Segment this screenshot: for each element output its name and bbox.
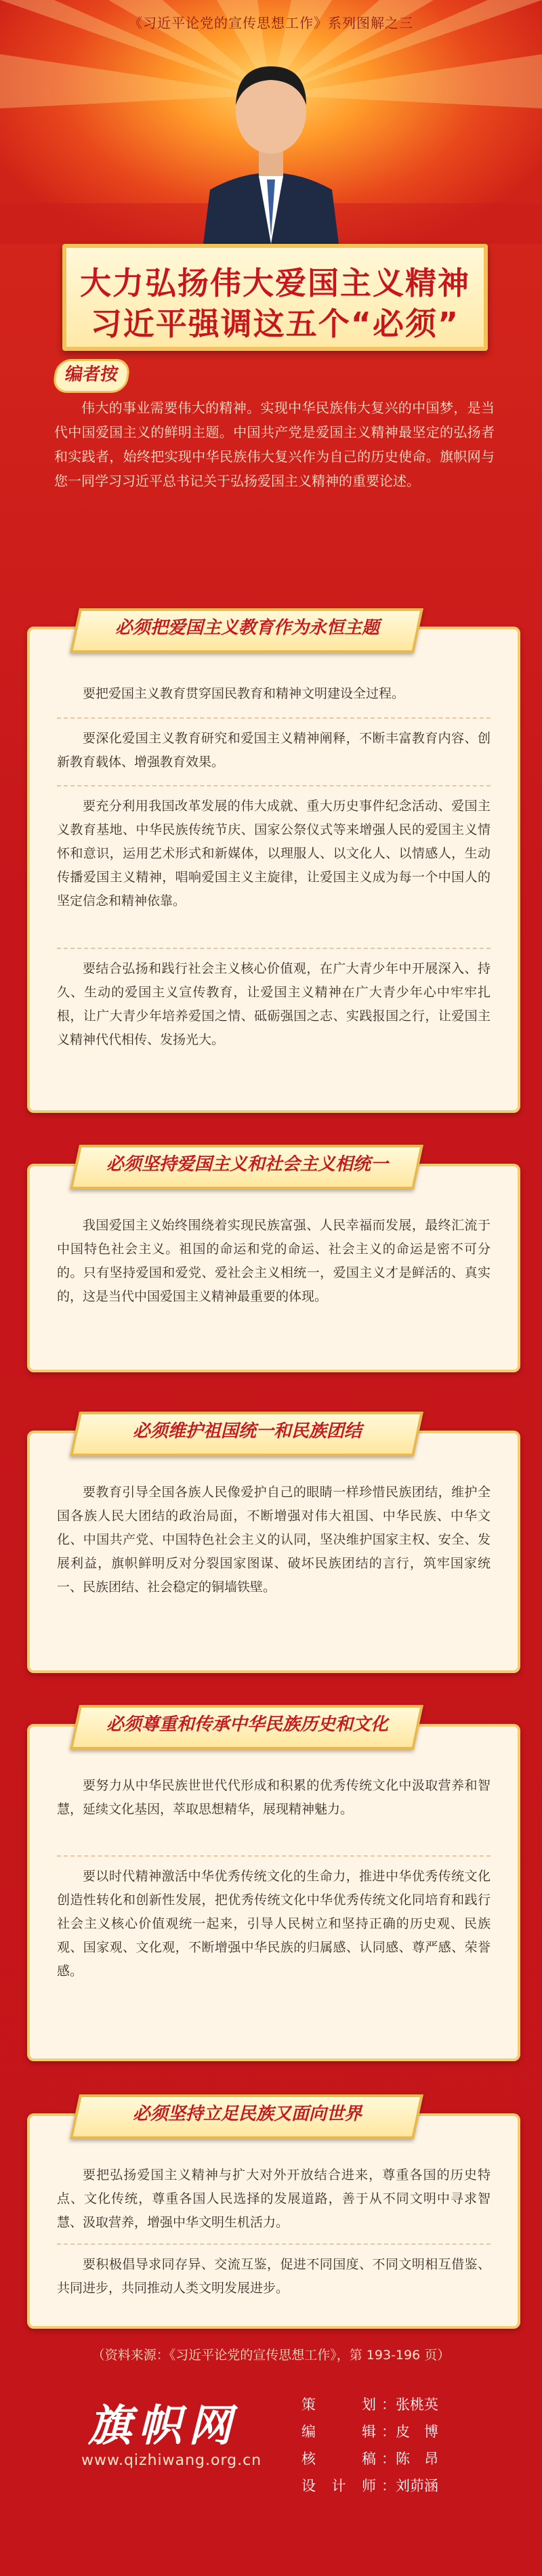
section-history-culture <box>27 1724 520 2061</box>
credit-row: 核 稿 ： 陈 昂 <box>301 2451 438 2467</box>
section-paragraph: 我国爱国主义始终围绕着实现民族富强、人民幸福而发展，最终汇流于中国特色社会主义。祖国的命运和党的命运、社会主义的命运是密不可分的。只有坚持爱国和爱党、爱社会主义相统一，爱国主义才是鲜活的、真实的，这是当代中国爱国主义精神最重要的体现。 <box>57 1218 491 1304</box>
paragraph-divider <box>57 1855 491 1857</box>
credit-row: 设计师 ： 刘茆涵 <box>301 2478 438 2494</box>
section-paragraph: 要把爱国主义教育贯穿国民教育和精神文明建设全过程。 <box>83 686 405 701</box>
section-nation-and-world <box>27 2113 520 2329</box>
credits-list <box>301 2391 438 2499</box>
section-heading-2: 必须坚持爱国主义和社会主义相统一 <box>70 1145 423 1189</box>
main-title-banner <box>62 244 488 351</box>
brand-url: www.qizhiwang.org.cn <box>81 2452 262 2469</box>
section-paragraph: 要深化爱国主义教育研究和爱国主义精神阐释，不断丰富教育内容、创新教育载体、增强教育效果。 <box>57 731 491 769</box>
paragraph-divider <box>57 717 491 719</box>
paragraph-divider <box>57 2243 491 2245</box>
section-heading-3: 必须维护祖国统一和民族团结 <box>70 1412 423 1456</box>
paragraph-divider <box>57 785 491 786</box>
editor-note-tag: 编者按 <box>51 359 131 393</box>
paragraph-divider <box>57 948 491 949</box>
series-title: 《习近平论党的宣传思想工作》系列图解之三 <box>129 15 413 31</box>
section-heading-1: 必须把爱国主义教育作为永恒主题 <box>70 608 423 653</box>
leader-portrait <box>196 41 346 244</box>
main-title-line-2: 习近平强调这五个“必须” <box>90 305 460 342</box>
section-paragraph: 要把弘扬爱国主义精神与扩大对外开放结合进来，尊重各国的历史特点、文化传统，尊重各国人民选择的发展道路，善于从不同文明中寻求智慧、汲取营养，增强中华文明生机活力。 <box>57 2168 491 2230</box>
section-paragraph: 要教育引导全国各族人民像爱护自己的眼睛一样珍惜民族团结，维护全国各族人民大团结的政治局面，不断增强对伟大祖国、中华民族、中华文化、中国共产党、中国特色社会主义的认同，坚决维护国家主权、安全、发展利益，旗帜鲜明反对分裂国家图谋、破坏民族团结的言行，筑牢国家统一、民族团结、社会稳定的铜墙铁壁。 <box>57 1485 491 1595</box>
editor-note-text: 伟大的事业需要伟大的精神。实现中华民族伟大复兴的中国梦，是当代中国爱国主义的鲜明主题。中国共产党是爱国主义精神最坚定的弘扬者和实践者，始终把实现中华民族伟大复兴作为自己的历史使命。旗帜网与您一同学习习近平总书记关于弘扬爱国主义精神的重要论述。 <box>54 400 495 489</box>
section-patriotism-socialism <box>27 1164 520 1372</box>
credit-row: 编 辑 ： 皮 博 <box>301 2424 438 2440</box>
qizhiwang-logo: 旗帜网 <box>88 2401 238 2451</box>
section-heading-5: 必须坚持立足民族又面向世界 <box>70 2094 423 2139</box>
section-paragraph: 要结合弘扬和践行社会主义核心价值观，在广大青少年中开展深入、持久、生动的爱国主义宣传教育，让爱国主义精神在广大青少年心中牢牢扎根，让广大青少年培养爱国之情、砥砺强国之志、实践报国之行，让爱国主义精神代代相传、发扬光大。 <box>57 961 491 1047</box>
section-paragraph: 要积极倡导求同存异、交流互鉴，促进不同国度、不同文明相互借鉴、共同进步，共同推动人类文明发展进步。 <box>57 2257 491 2296</box>
main-title-line-1: 大力弘扬伟大爱国主义精神 <box>80 265 470 301</box>
section-patriotic-education <box>27 627 520 1113</box>
credit-row: 策 划 ： 张桃英 <box>301 2396 438 2413</box>
section-national-unity <box>27 1431 520 1673</box>
section-paragraph: 要努力从中华民族世世代代形成和积累的优秀传统文化中汲取营养和智慧，延续文化基因，萃取思想精华，展现精神魅力。 <box>57 1778 491 1817</box>
section-heading-4: 必须尊重和传承中华民族历史和文化 <box>70 1705 423 1750</box>
section-paragraph: 要以时代精神激活中华优秀传统文化的生命力，推进中华优秀传统文化创造性转化和创新性发展，把优秀传统文化中华优秀传统文化同培育和践行社会主义核心价值观统一起来，引导人民树立和坚持正确的历史观、民族观、国家观、文化观，不断增强中华民族的归属感、认同感、尊严感、荣誉感。 <box>57 1869 491 1979</box>
section-paragraph: 要充分利用我国改革发展的伟大成就、重大历史事件纪念活动、爱国主义教育基地、中华民族传统节庆、国家公祭仪式等来增强人民的爱国主义情怀和意识，运用艺术形式和新媒体，以理服人、以文化人、以情感人，生动传播爱国主义精神，唱响爱国主义主旋律，让爱国主义成为每一个中国人的坚定信念和精神依靠。 <box>57 799 491 908</box>
hero-banner <box>0 0 542 244</box>
source-citation: （资料来源：《习近平论党的宣传思想工作》，第 193-196 页） <box>91 2348 451 2363</box>
